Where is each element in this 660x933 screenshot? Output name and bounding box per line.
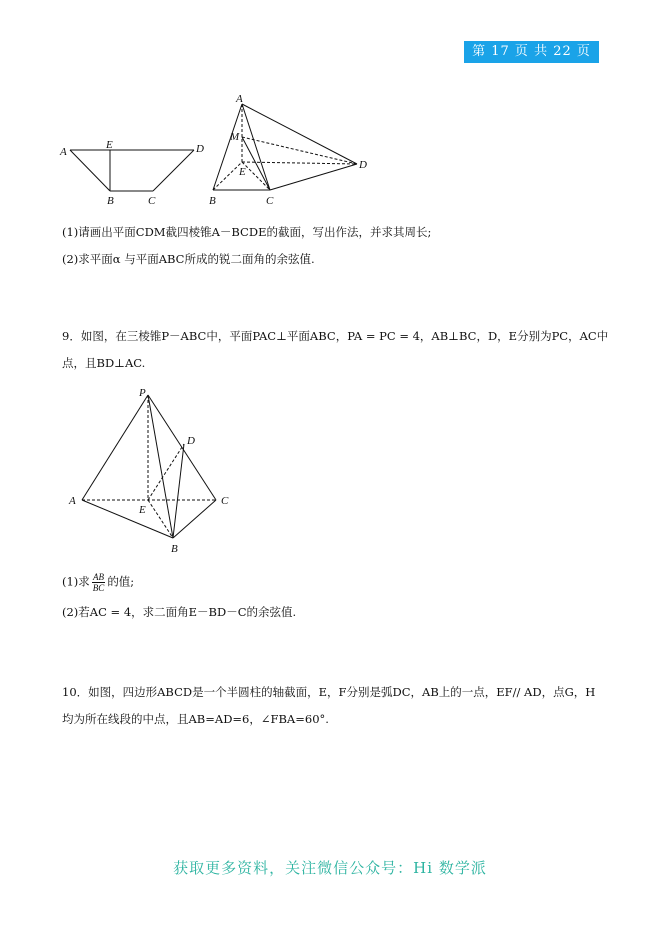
label-D: D xyxy=(187,435,195,447)
problem9-line2: 点，且BD⊥AC. xyxy=(62,356,146,370)
label-B: B xyxy=(171,543,178,555)
label-D: D xyxy=(359,159,367,171)
problem8-part1: (1)请画出平面CDM截四棱锥A－BCDE的截面，写出作法，并求其周长; xyxy=(62,225,432,239)
label-M: M xyxy=(230,131,240,143)
pyramid-abcde-figure xyxy=(205,92,375,212)
label-E: E xyxy=(239,166,246,178)
problem9-part1 xyxy=(62,572,134,593)
problem9-part2: (2)若AC = 4，求二面角E－BD－C的余弦值. xyxy=(62,605,297,619)
problem9-part1-suffix: 的值; xyxy=(107,574,135,589)
footer-promo: 获取更多资料，关注微信公众号：Hi 数学派 xyxy=(173,859,487,877)
pyramid-pabc-figure xyxy=(65,382,240,557)
label-B: B xyxy=(209,195,216,207)
trapezoid-figure xyxy=(58,138,208,208)
label-A: A xyxy=(60,146,67,158)
label-C: C xyxy=(266,195,274,207)
ratio-fraction xyxy=(92,572,106,593)
label-A: A xyxy=(69,495,76,507)
label-P: P xyxy=(139,387,146,399)
fraction-denominator: BC xyxy=(92,583,105,593)
label-E: E xyxy=(106,139,113,151)
problem10-line1: 10．如图，四边形ABCD是一个半圆柱的轴截面，E，F分别是弧DC，AB上的一点，EF// AD，点G，H xyxy=(62,685,596,699)
label-A: A xyxy=(236,93,243,105)
fraction-numerator: AB xyxy=(93,572,105,582)
problem8-part2: (2)求平面α 与平面ABC所成的锐二面角的余弦值. xyxy=(62,252,315,266)
label-D: D xyxy=(196,143,204,155)
label-C: C xyxy=(221,495,229,507)
problem9-part1-prefix: (1)求 xyxy=(62,574,90,589)
problem10-line2: 均为所在线段的中点，且AB=AD=6，∠FBA=60°. xyxy=(62,712,329,726)
label-E: E xyxy=(139,504,146,516)
label-B: B xyxy=(107,195,114,207)
problem9-line1: 9．如图，在三棱锥P－ABC中，平面PAC⊥平面ABC，PA = PC = 4，AB⊥BC，D，E分别为PC，AC中 xyxy=(62,329,609,343)
label-C: C xyxy=(148,195,156,207)
page-number-badge: 第 17 页 共 22 页 xyxy=(464,41,599,63)
